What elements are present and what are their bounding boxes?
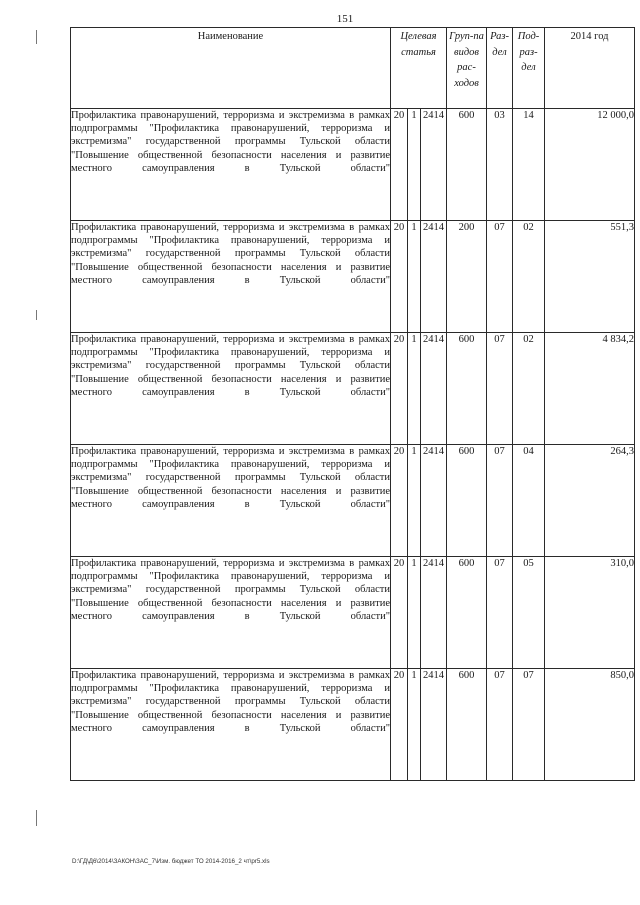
table-row <box>71 557 635 669</box>
section-code: 07 <box>487 221 513 333</box>
target-code-part-3: 2414 <box>421 445 447 557</box>
target-code-part-3: 2414 <box>421 109 447 221</box>
target-code-part-2: 1 <box>408 669 421 781</box>
header-year: 2014 год <box>545 28 635 109</box>
subsection-code: 05 <box>513 557 545 669</box>
amount-2014: 551,3 <box>545 221 635 333</box>
target-code-part-1: 20 <box>391 669 408 781</box>
table-row <box>71 333 635 445</box>
header-name: Наименование <box>71 28 391 109</box>
subsection-code: 02 <box>513 221 545 333</box>
margin-mark <box>36 810 37 826</box>
amount-2014: 264,3 <box>545 445 635 557</box>
expense-group: 600 <box>447 445 487 557</box>
amount-2014: 310,0 <box>545 557 635 669</box>
subsection-code: 02 <box>513 333 545 445</box>
section-code: 03 <box>487 109 513 221</box>
header-target-article: Целевая статья <box>391 28 447 109</box>
expense-group: 200 <box>447 221 487 333</box>
row-name: Профилактика правонарушений, терроризма и экстремизма в рамках подпрограммы "Профилактика правонарушений, терроризма и экстремизма" государственной программы Тульской области "Повышение общественной безопасности населения и развитие местного самоуправления в Тульской области" <box>71 445 391 557</box>
target-code-part-3: 2414 <box>421 557 447 669</box>
header-section: Раз-дел <box>487 28 513 109</box>
row-name: Профилактика правонарушений, терроризма и экстремизма в рамках подпрограммы "Профилактика правонарушений, терроризма и экстремизма" государственной программы Тульской области "Повышение общественной безопасности населения и развитие местного самоуправления в Тульской области" <box>71 669 391 781</box>
target-code-part-1: 20 <box>391 109 408 221</box>
target-code-part-2: 1 <box>408 221 421 333</box>
page-number: 151 <box>336 13 354 25</box>
table-row <box>71 669 635 781</box>
expense-group: 600 <box>447 109 487 221</box>
row-name: Профилактика правонарушений, терроризма и экстремизма в рамках подпрограммы "Профилактика правонарушений, терроризма и экстремизма" государственной программы Тульской области "Повышение общественной безопасности населения и развитие местного самоуправления в Тульской области" <box>71 221 391 333</box>
amount-2014: 850,0 <box>545 669 635 781</box>
footer-file-path: D:\ГД\Д6\2014\ЗАКОН\ЗАС_7\Изм. бюджет ТО 2014-2016_2 чт\pr5.xls <box>72 858 270 865</box>
target-code-part-3: 2414 <box>421 221 447 333</box>
section-code: 07 <box>487 669 513 781</box>
target-code-part-3: 2414 <box>421 333 447 445</box>
target-code-part-1: 20 <box>391 333 408 445</box>
target-code-part-1: 20 <box>391 445 408 557</box>
target-code-part-2: 1 <box>408 557 421 669</box>
subsection-code: 07 <box>513 669 545 781</box>
header-subsection: Под-раз-дел <box>513 28 545 109</box>
target-code-part-2: 1 <box>408 333 421 445</box>
margin-mark <box>36 30 37 44</box>
target-code-part-3: 2414 <box>421 669 447 781</box>
table-row <box>71 221 635 333</box>
expense-group: 600 <box>447 669 487 781</box>
row-name: Профилактика правонарушений, терроризма и экстремизма в рамках подпрограммы "Профилактика правонарушений, терроризма и экстремизма" государственной программы Тульской области "Повышение общественной безопасности населения и развитие местного самоуправления в Тульской области" <box>71 557 391 669</box>
header-expense-group: Груп-па видов рас-ходов <box>447 28 487 109</box>
table-header-row <box>71 28 635 109</box>
row-name: Профилактика правонарушений, терроризма и экстремизма в рамках подпрограммы "Профилактика правонарушений, терроризма и экстремизма" государственной программы Тульской области "Повышение общественной безопасности населения и развитие местного самоуправления в Тульской области" <box>71 109 391 221</box>
target-code-part-2: 1 <box>408 109 421 221</box>
table-row <box>71 445 635 557</box>
amount-2014: 12 000,0 <box>545 109 635 221</box>
subsection-code: 04 <box>513 445 545 557</box>
subsection-code: 14 <box>513 109 545 221</box>
margin-mark <box>36 310 37 320</box>
section-code: 07 <box>487 333 513 445</box>
target-code-part-1: 20 <box>391 557 408 669</box>
expense-group: 600 <box>447 557 487 669</box>
row-name: Профилактика правонарушений, терроризма и экстремизма в рамках подпрограммы "Профилактика правонарушений, терроризма и экстремизма" государственной программы Тульской области "Повышение общественной безопасности населения и развитие местного самоуправления в Тульской области" <box>71 333 391 445</box>
table-row <box>71 109 635 221</box>
budget-table <box>70 27 635 781</box>
section-code: 07 <box>487 557 513 669</box>
expense-group: 600 <box>447 333 487 445</box>
target-code-part-1: 20 <box>391 221 408 333</box>
amount-2014: 4 834,2 <box>545 333 635 445</box>
section-code: 07 <box>487 445 513 557</box>
target-code-part-2: 1 <box>408 445 421 557</box>
